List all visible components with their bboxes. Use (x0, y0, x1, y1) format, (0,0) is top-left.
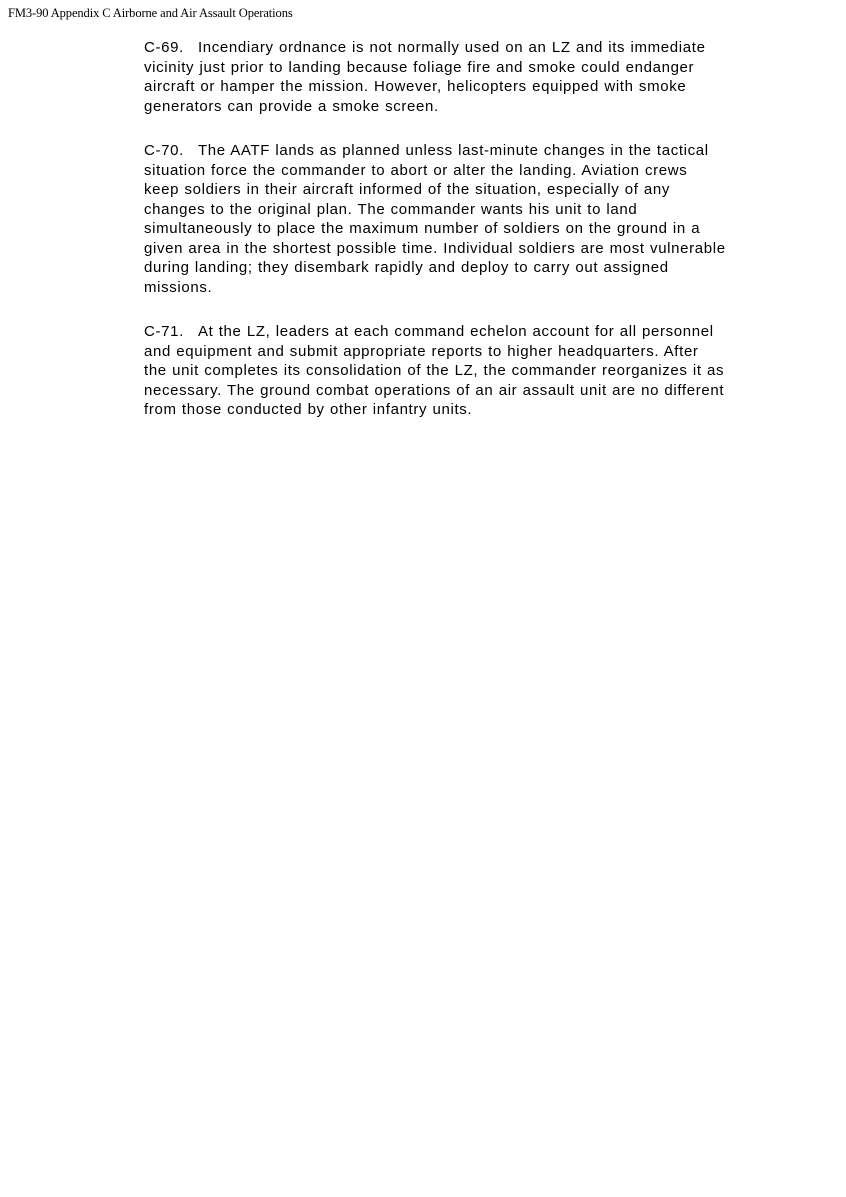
paragraph-line: during landing; they disembark rapidly and deploy to carry out assigned (144, 259, 669, 276)
paragraph-line: generators can provide a smoke screen. (144, 97, 439, 115)
paragraph-line: from those conducted by other infantry units. (144, 401, 473, 418)
paragraph-line: given area in the shortest possible time. Individual soldiers are most vulnerable (144, 239, 726, 257)
paragraph-line: keep soldiers in their aircraft informed of the situation, especially of any (144, 181, 670, 198)
paragraph-line: missions. (144, 278, 213, 296)
paragraph-line (144, 141, 806, 161)
paragraph-line-text: Incendiary ordnance is not normally used on an LZ and its immediate (197, 39, 706, 56)
paragraph-line (144, 38, 806, 58)
paragraph-line-text: The AATF lands as planned unless last-minute changes in the tactical (197, 142, 709, 159)
paragraph-c-69 (144, 38, 806, 116)
running-header: FM3-90 Appendix C Airborne and Air Assault Operations (8, 6, 293, 20)
paragraph-number: C-71. (144, 323, 184, 340)
paragraph-line: simultaneously to place the maximum number of soldiers on the ground in a (144, 220, 701, 237)
paragraph-line: and equipment and submit appropriate reports to higher headquarters. After (144, 342, 699, 360)
document-body (144, 38, 806, 420)
paragraph-number: C-69. (144, 39, 184, 56)
paragraph-line: aircraft or hamper the mission. However, helicopters equipped with smoke (144, 78, 687, 95)
paragraph-line: vicinity just prior to landing because foliage fire and smoke could endanger (144, 58, 695, 76)
paragraph-line: situation force the commander to abort or alter the landing. Aviation crews (144, 161, 688, 179)
paragraph-line (144, 322, 806, 342)
paragraph-c-70 (144, 141, 806, 297)
paragraph-line: necessary. The ground combat operations of an air assault unit are no different (144, 381, 725, 399)
paragraph-line-text: At the LZ, leaders at each command echelon account for all personnel (197, 323, 714, 340)
paragraph-line: the unit completes its consolidation of the LZ, the commander reorganizes it as (144, 362, 725, 379)
paragraph-number: C-70. (144, 142, 184, 159)
paragraph-c-71 (144, 322, 806, 420)
paragraph-line: changes to the original plan. The commander wants his unit to land (144, 200, 638, 218)
